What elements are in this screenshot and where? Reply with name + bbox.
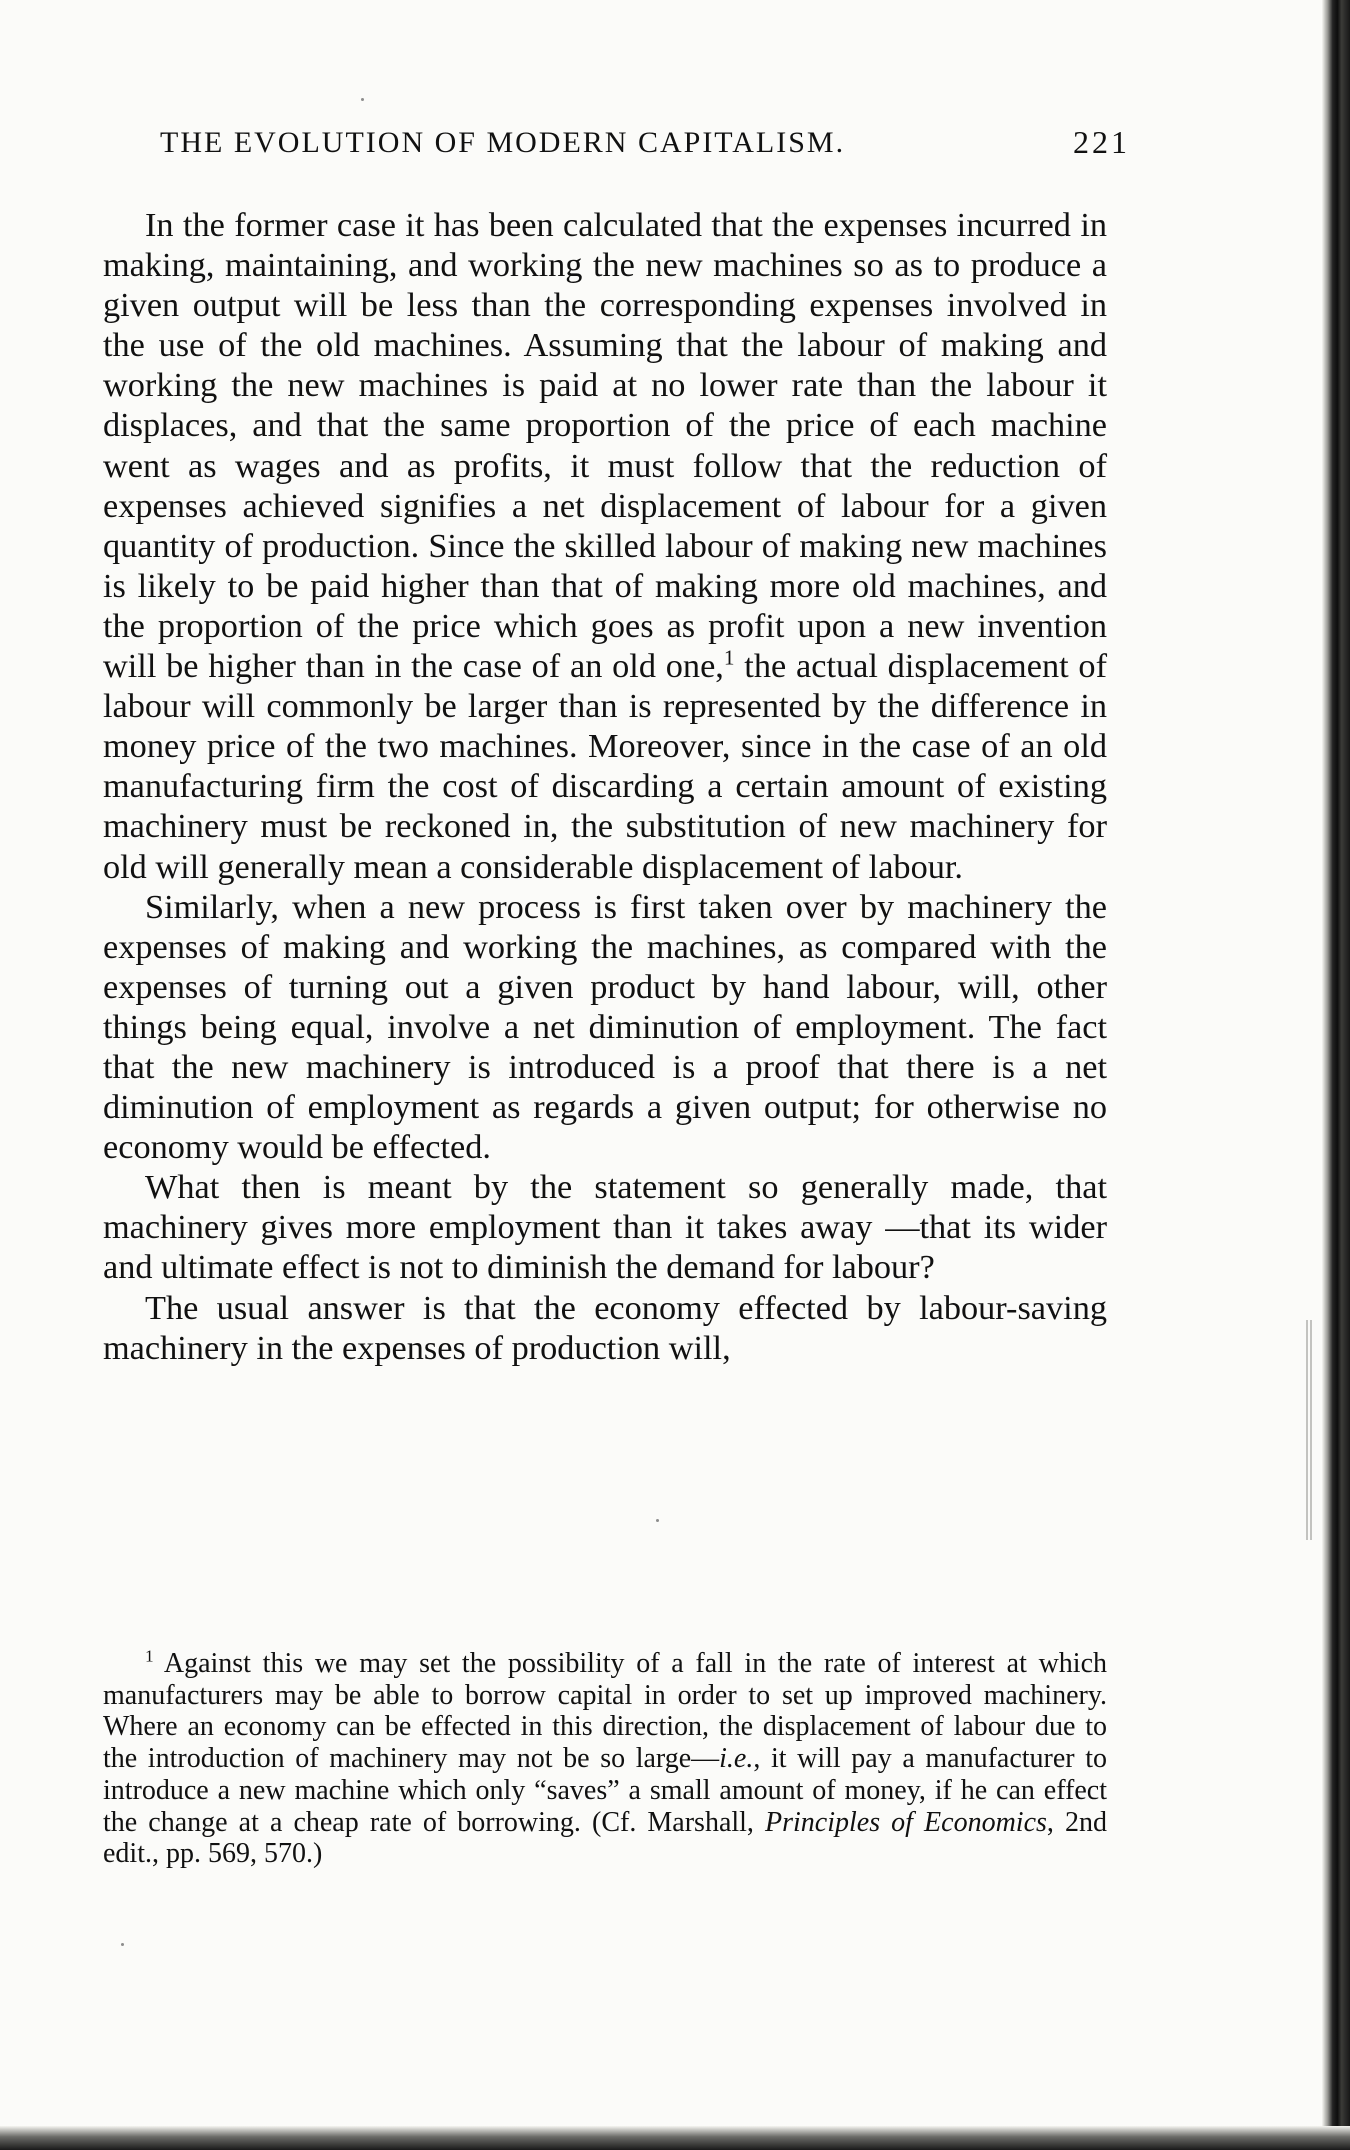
paragraph-2: Similarly, when a new process is first taken over by machinery the expenses of making and working the machines, as compared with the expenses of turning out a given product by hand labour, will, other things being equal, involve a net diminution of employment. The fact that the new machinery is introduced is a proof that there is a net diminution of employment as regards a given output; for otherwise no economy would be effected. (103, 887, 1107, 1167)
scan-artifact-marks (1302, 1320, 1316, 1540)
paragraph-1-text-b: the actual displacement of labour will commonly be larger than is represented by the difference in money price of the two machines. Moreover, since in the case of an old manufacturing firm the cost of discarding a certain amount of existing machinery must be reckoned in, the substitution of new machinery for old will generally mean a considerable displacement of labour. (103, 647, 1107, 886)
page-bottom-edge (0, 2126, 1350, 2150)
footnote-reference: 1 (723, 645, 735, 670)
running-header (160, 118, 1130, 168)
paragraph-1 (103, 205, 1107, 887)
scan-speck (121, 1943, 124, 1946)
paragraph-4: The usual answer is that the economy effected by labour-saving machinery in the expenses of production will, (103, 1288, 1107, 1367)
footnote-text-1: Against this we may set the possibility of a fall in the rate of interest at which manufacturers may be able to borrow capital in order to set up improved machinery. Where an economy can be effected in this direction, the displacement of labour due to the introduction of machinery may not be so large— (103, 1648, 1107, 1775)
paragraph-3: What then is meant by the statement so generally made, that machinery gives more employment than it takes away —that its wider and ultimate effect is not to diminish the demand for labour? (103, 1168, 1107, 1287)
footnote-book-title: Principles of Economics (765, 1806, 1047, 1838)
book-binding-edge (1322, 0, 1350, 2150)
footnote-text-2: , it will pay a manufacturer to introduce a new machine which only “saves” a small amount of money, if he can effect the change at a cheap rate of borrowing. (Cf. Marshall, (103, 1743, 1107, 1838)
running-title: THE EVOLUTION OF MODERN CAPITALISM. (160, 126, 846, 159)
scan-speck (361, 98, 364, 101)
body-text (103, 205, 1107, 1368)
paragraph-1-text-a: In the former case it has been calculated that the expenses incurred in making, maintaining, and working the new machines so as to produce a given output will be less than the corresponding expenses involved in the use of the old machines. Assuming that the labour of making and working the new machines is paid at no lower rate than the labour it displaces, and that the same proportion of the price of each machine went as wages and as profits, it must follow that the reduction of expenses achieved signifies a net displacement of labour for a given quantity of production. Since the skilled labour of making new machines is likely to be paid higher than that of making more old machines, and the proportion of the price which goes as profit upon a new invention will be higher than in the case of an old one, (103, 206, 1107, 686)
footnote-text-3: , 2nd edit., pp. 569, 570.) (103, 1806, 1107, 1870)
footnote-abbreviation: i.e. (719, 1743, 754, 1775)
page-number: 221 (1073, 124, 1130, 160)
footnote (103, 1648, 1107, 1870)
footnote-marker: 1 (145, 1646, 154, 1666)
scan-speck (656, 1519, 659, 1522)
